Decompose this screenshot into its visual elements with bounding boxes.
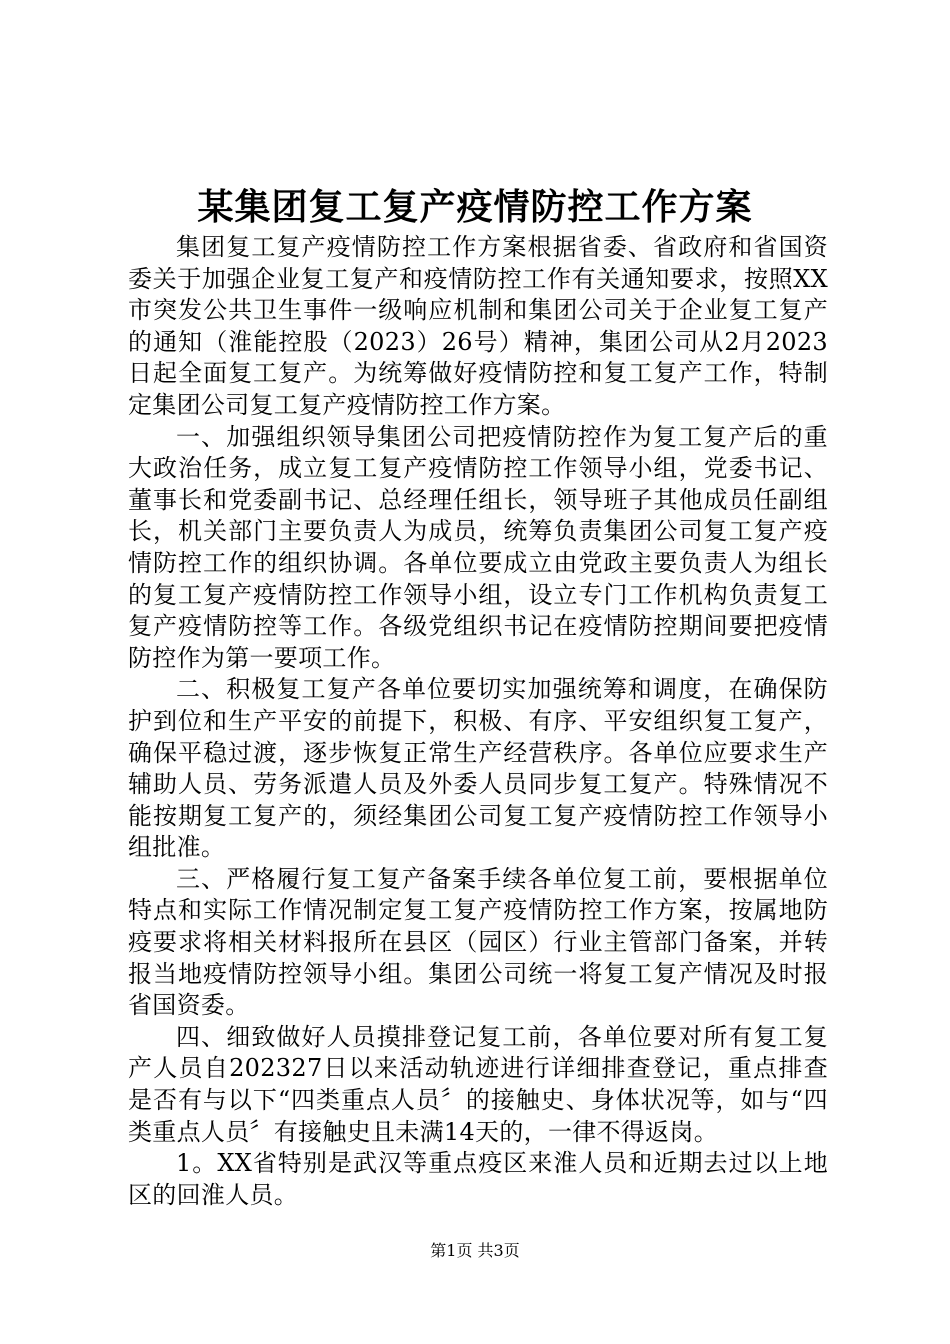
paragraph-section-2: 二、积极复工复产各单位要切实加强统筹和调度，在确保防护到位和生产平安的前提下，积极、有序、平安组织复工复产，确保平稳过渡，逐步恢复正常生产经营秩序。各单位应要求生产辅助人员、劳务派遣人员及外委人员同步复工复产。特殊情况不能按期复工复产的，须经集团公司复工复产疫情防控工作领导小组批准。 — [128, 675, 828, 862]
paragraph-section-1: 一、加强组织领导集团公司把疫情防控作为复工复产后的重大政治任务，成立复工复产疫情防控工作领导小组，党委书记、董事长和党委副书记、总经理任组长，领导班子其他成员任副组长，机关部门主要负责人为成员，统筹负责集团公司复工复产疫情防控工作的组织协调。各单位要成立由党政主要负责人为组长的复工复产疫情防控工作领导小组，设立专门工作机构负责复工复产疫情防控等工作。各级党组织书记在疫情防控期间要把疫情防控作为第一要项工作。 — [128, 422, 828, 672]
paragraph-section-4: 四、细致做好人员摸排登记复工前，各单位要对所有复工复产人员自202327日以来活动轨迹进行详细排查登记，重点排查是否有与以下“四类重点人员〞的接触史、身体状况等，如与“四类重点人员〞有接触史且未满14天的，一律不得返岗。 — [128, 1022, 828, 1146]
paragraph-section-3: 三、严格履行复工复产备案手续各单位复工前，要根据单位特点和实际工作情况制定复工复产疫情防控工作方案，按属地防疫要求将相关材料报所在县区（园区）行业主管部门备案，并转报当地疫情防控领导小组。集团公司统一将复工复产情况及时报省国资委。 — [128, 864, 828, 1020]
page-number-footer: 第1页 共3页 — [430, 1241, 520, 1260]
paragraph-intro: 集团复工复产疫情防控工作方案根据省委、省政府和省国资委关于加强企业复工复产和疫情防控工作有关通知要求，按照XX市突发公共卫生事件一级响应机制和集团公司关于企业复工复产的通知（淮能控股（2023）26号）精神，集团公司从2月2023日起全面复工复产。为统筹做好疫情防控和复工复产工作，特制定集团公司复工复产疫情防控工作方案。 — [128, 233, 828, 419]
paragraph-item-1: 1。XX省特别是武汉等重点疫区来淮人员和近期去过以上地区的回淮人员。 — [128, 1149, 828, 1209]
document-body — [128, 232, 828, 1211]
document-title: 某集团复工复产疫情防控工作方案 — [197, 186, 753, 228]
